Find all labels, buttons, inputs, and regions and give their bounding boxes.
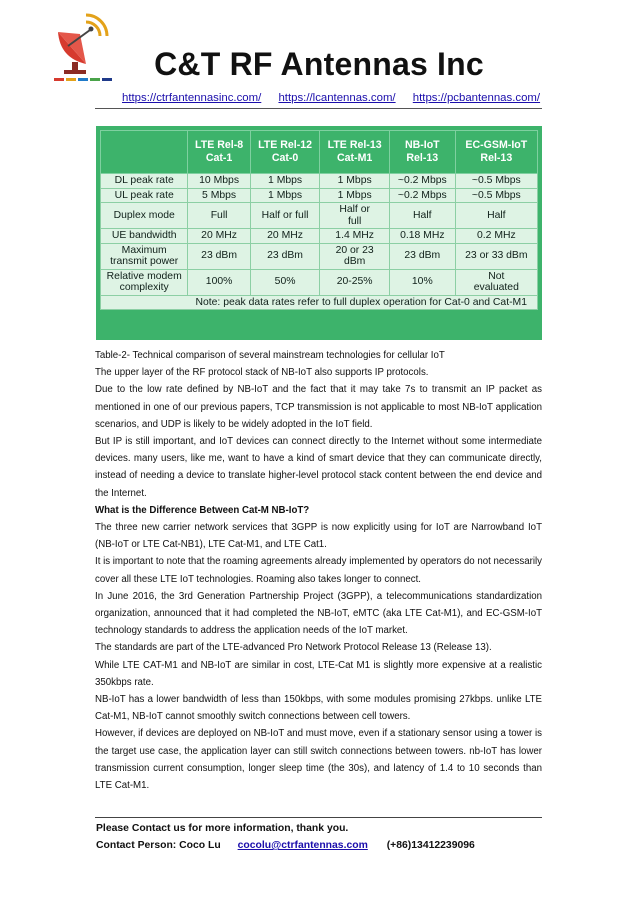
table-header-cell: NB-IoT Rel-13 xyxy=(389,131,455,174)
paragraph: NB-IoT has a lower bandwidth of less than 150kbps, with some modules promising 27kbps. unlike LTE Cat-M1, NB-IoT cannot smoothly switch connections between cell towers. xyxy=(95,694,542,723)
header-divider xyxy=(95,108,542,109)
footer-contact-details xyxy=(96,837,475,854)
contact-email-link[interactable]: cocolu@ctrfantennas.com xyxy=(237,840,368,851)
paragraph: It is important to note that the roaming agreements already implemented by operators do not necessarily cover all these LTE IoT technologies. Roaming also takes longer to connect. xyxy=(95,556,542,585)
paragraph: In June 2016, the 3rd Generation Partnership Project (3GPP), a telecommunications standardization organization, announced that it had completed the NB-IoT, eMTC (aka LTE Cat-M1), and EC-GSM-IoT technology standards to address the application needs of the IoT market. xyxy=(95,590,542,637)
table-cell: 1 Mbps xyxy=(250,174,320,189)
table-cell: 20 or 23 dBm xyxy=(320,243,390,269)
comparison-table-image xyxy=(96,126,542,340)
table-cell: 50% xyxy=(250,269,320,295)
table-cell: 0.2 MHz xyxy=(455,229,537,244)
table-header-cell: LTE Rel-8 Cat-1 xyxy=(188,131,250,174)
table-cell: 10 Mbps xyxy=(188,174,250,189)
table-cell: 0.18 MHz xyxy=(389,229,455,244)
table-note: Note: peak data rates refer to full duplex operation for Cat-0 and Cat-M1 xyxy=(101,295,538,310)
link-ctrfantennasinc[interactable]: https://ctrfantennasinc.com/ xyxy=(122,92,262,104)
table-cell: Half xyxy=(455,203,537,229)
paragraph: The upper layer of the RF protocol stack of NB-IoT also supports IP protocols. xyxy=(95,367,429,379)
comparison-table xyxy=(100,130,538,310)
footer-divider xyxy=(95,817,542,818)
table-row xyxy=(101,229,538,244)
table-header-cell: LTE Rel-13 Cat-M1 xyxy=(320,131,390,174)
footer xyxy=(96,820,475,854)
table-row xyxy=(101,174,538,189)
table-row-label: UE bandwidth xyxy=(101,229,188,244)
table-cell: ~0.2 Mbps xyxy=(389,174,455,189)
link-lcantennas[interactable]: https://lcantennas.com/ xyxy=(278,92,396,104)
table-cell: 5 Mbps xyxy=(188,188,250,203)
table-row xyxy=(101,269,538,295)
table-row xyxy=(101,188,538,203)
contact-person: Contact Person: Coco Lu xyxy=(96,840,221,851)
table-cell: Not evaluated xyxy=(455,269,537,295)
website-links xyxy=(122,92,554,104)
table-cell: 1 Mbps xyxy=(320,174,390,189)
paragraph: But IP is still important, and IoT devices can connect directly to the Internet without some intermediate devices. many users, like me, want to have a kind of smart device that they can communicate directly, instead of needing a device to translate higher-level protocol stack content between the end device and the Internet. xyxy=(95,436,542,499)
table-header-cell xyxy=(101,131,188,174)
table-cell: Half xyxy=(389,203,455,229)
paragraph: While LTE CAT-M1 and NB-IoT are similar in cost, LTE-Cat M1 is slightly more expensive at a realistic 350kbps rate. xyxy=(95,659,542,688)
table-row-label: Relative modem complexity xyxy=(101,269,188,295)
table-cell: 20 MHz xyxy=(188,229,250,244)
paragraph: However, if devices are deployed on NB-IoT and must move, even if a stationary sensor using a tower is the target use case, the application layer can still switch connections between towers. nb-IoT has lower transmission current consumption, longer sleep time (the 30s), and latency of 1.4 to 10 seconds than LTE Cat-M1. xyxy=(95,728,542,792)
table-note-row xyxy=(101,295,538,310)
table-cell: 23 dBm xyxy=(389,243,455,269)
table-row-label: Duplex mode xyxy=(101,203,188,229)
table-cell: 100% xyxy=(188,269,250,295)
table-cell: Full xyxy=(188,203,250,229)
contact-phone: (+86)13412239096 xyxy=(386,840,475,851)
paragraph: The three new carrier network services that 3GPP is now explicitly using for IoT are Narrowband IoT (NB-IoT or LTE Cat-NB1), LTE Cat-M1, and LTE Cat1. xyxy=(95,522,542,551)
table-header-cell: EC-GSM-IoT Rel-13 xyxy=(455,131,537,174)
section-heading: What is the Difference Between Cat-M NB-IoT? xyxy=(95,504,310,516)
table-cell: 1 Mbps xyxy=(320,188,390,203)
link-pcbantennas[interactable]: https://pcbantennas.com/ xyxy=(412,92,541,104)
table-cell: ~0.2 Mbps xyxy=(389,188,455,203)
table-header-cell: LTE Rel-12 Cat-0 xyxy=(250,131,320,174)
table-cell: 20-25% xyxy=(320,269,390,295)
table-cell: 23 or 33 dBm xyxy=(455,243,537,269)
table-cell: 10% xyxy=(389,269,455,295)
table-row-label: Maximum transmit power xyxy=(101,243,188,269)
table-cell: ~0.5 Mbps xyxy=(455,188,537,203)
article-body xyxy=(95,347,542,794)
table-cell: 23 dBm xyxy=(250,243,320,269)
paragraph: Table-2- Technical comparison of several mainstream technologies for cellular IoT xyxy=(95,350,445,361)
table-cell: Half or full xyxy=(320,203,390,229)
table-row xyxy=(101,243,538,269)
paragraph: The standards are part of the LTE-advanced Pro Network Protocol Release 13 (Release 13). xyxy=(95,642,492,654)
table-cell: Half or full xyxy=(250,203,320,229)
table-cell: 1.4 MHz xyxy=(320,229,390,244)
table-row-label: UL peak rate xyxy=(101,188,188,203)
table-cell: 1 Mbps xyxy=(250,188,320,203)
company-title: C&T RF Antennas Inc xyxy=(154,46,484,82)
table-cell: 20 MHz xyxy=(250,229,320,244)
table-cell: 23 dBm xyxy=(188,243,250,269)
table-row-label: DL peak rate xyxy=(101,174,188,189)
paragraph: Due to the low rate defined by NB-IoT and the fact that it may take 7s to transmit an IP packet as mentioned in one of our previous papers, TCP transmission is not applicable to most NB-IoT application scenarios, and UDP is likely to be widely adopted in the IoT field. xyxy=(95,384,542,430)
footer-contact-line: Please Contact us for more information, thank you. xyxy=(96,823,349,834)
table-row xyxy=(101,203,538,229)
table-cell: ~0.5 Mbps xyxy=(455,174,537,189)
